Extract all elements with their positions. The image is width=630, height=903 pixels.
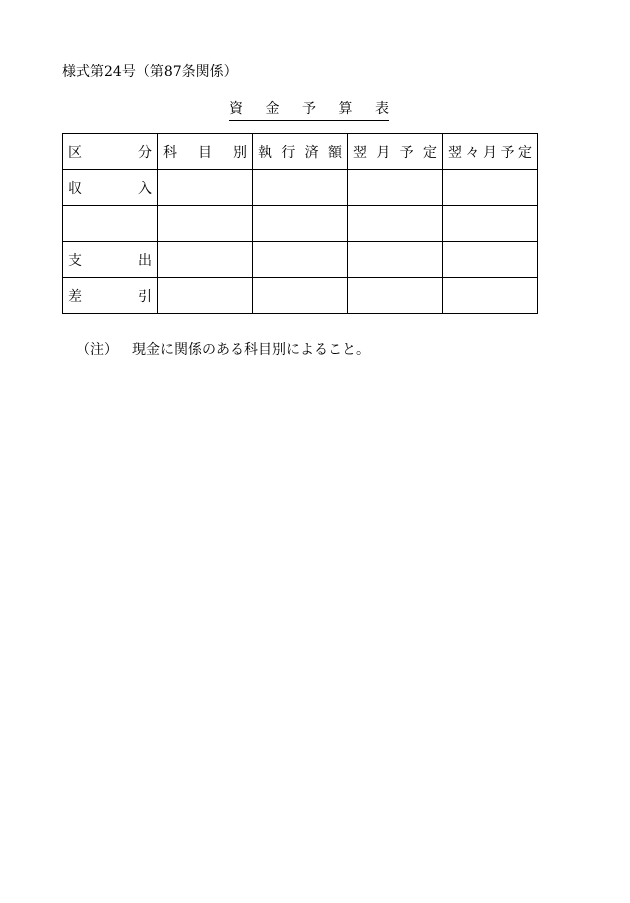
table-row: [63, 206, 538, 242]
header-month-after-next-plan: 翌 々 月 予 定: [443, 134, 538, 170]
table-cell: [158, 278, 253, 314]
table-row: [63, 170, 538, 206]
note-text: 現金に関係のある科目別によること。: [132, 342, 370, 358]
table-cell: [348, 278, 443, 314]
footnote: [76, 340, 370, 360]
row-label-balance: 差 引: [63, 278, 158, 314]
header-item: 科 目 別: [158, 134, 253, 170]
note-mark: （注）: [76, 342, 118, 358]
header-executed-amount: 執 行 済 額: [253, 134, 348, 170]
table-cell: [158, 242, 253, 278]
title-char: 表: [375, 101, 389, 117]
table-cell: [253, 206, 348, 242]
table-cell: [253, 278, 348, 314]
table-cell: [348, 242, 443, 278]
document-title: [229, 99, 389, 121]
table-cell: [348, 206, 443, 242]
table-cell: [253, 170, 348, 206]
form-number-label: 様式第24号（第87条関係）: [62, 64, 238, 80]
title-char: 算: [338, 101, 353, 117]
row-label-blank: [63, 206, 158, 242]
header-row: [63, 134, 538, 170]
table-row: [63, 278, 538, 314]
header-next-month-plan: 翌 月 予 定: [348, 134, 443, 170]
table-cell: [443, 206, 538, 242]
table-cell: [158, 170, 253, 206]
table-cell: [443, 242, 538, 278]
title-char: 金: [265, 101, 280, 117]
header-category: 区 分: [63, 134, 158, 170]
row-label-income: 収 入: [63, 170, 158, 206]
table-cell: [158, 206, 253, 242]
title-char: 予: [302, 101, 316, 117]
table-cell: [443, 278, 538, 314]
table-row: [63, 242, 538, 278]
table-cell: [253, 242, 348, 278]
row-label-expenditure: 支 出: [63, 242, 158, 278]
table-cell: [348, 170, 443, 206]
fund-budget-table: [62, 133, 538, 314]
title-char: 資: [229, 101, 243, 117]
table-cell: [443, 170, 538, 206]
